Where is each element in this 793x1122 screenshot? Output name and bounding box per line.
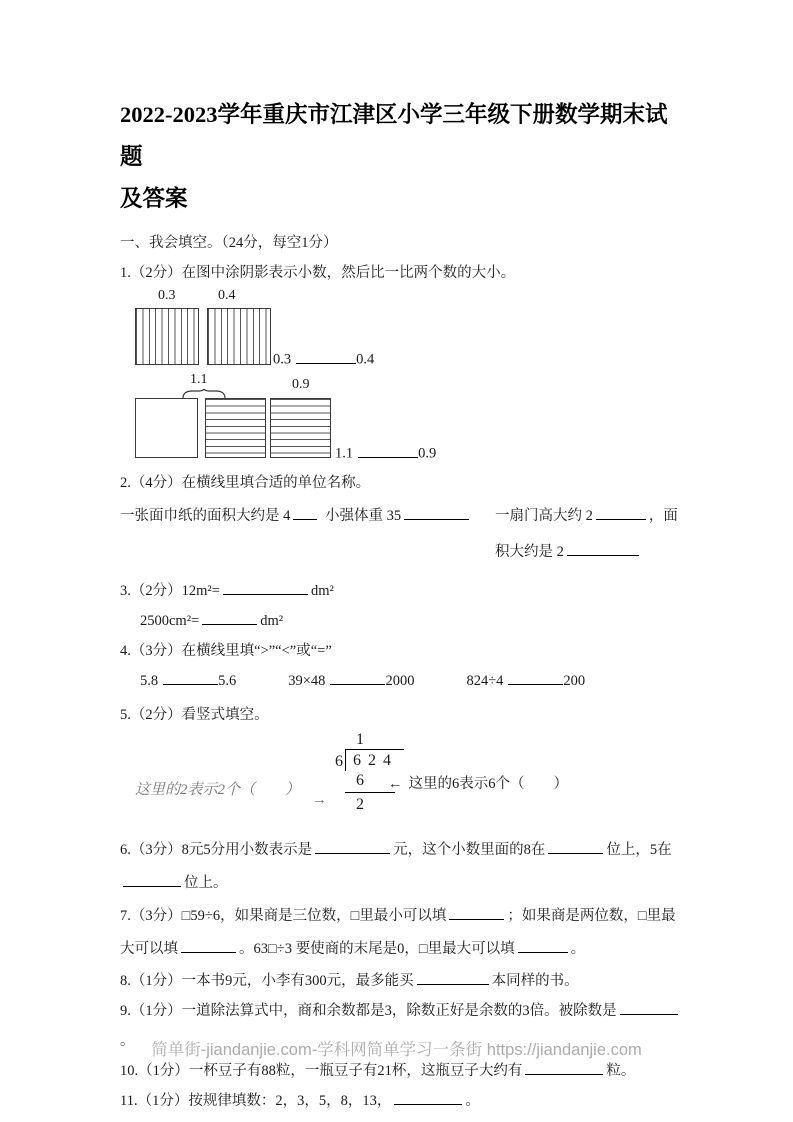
question-4-items: [140, 666, 684, 696]
question-text: 位上。: [184, 875, 228, 891]
answer-blank: [223, 580, 308, 596]
question-11: [120, 1086, 684, 1116]
answer-blank: [293, 505, 317, 521]
question-text: 。: [465, 1093, 480, 1109]
answer-blank: [417, 970, 489, 986]
long-division-figure: [120, 730, 684, 832]
item-text: 一张面巾纸的面积大约是 4: [120, 508, 291, 524]
question-text: 6.（3分）8元5分用小数表示是: [120, 842, 313, 858]
division-subtrahend: 6: [356, 772, 364, 790]
question-2-item-1: [120, 498, 325, 570]
question-1-prompt: 1.（2分）在图中涂阴影表示小数，然后比一比两个数的大小。: [120, 265, 516, 281]
decimal-grids-figure-2: [120, 372, 684, 468]
question-text: 9.（1分）一道除法算式中，商和余数都是3，除数正好是余数的3倍。被除数是: [120, 1003, 617, 1019]
tenths-grid-2: [207, 308, 271, 365]
answer-blank: [181, 938, 236, 954]
question-text: 3.（2分）12m²=: [120, 583, 220, 599]
question-10: [120, 1056, 684, 1086]
question-4-prompt: 4.（3分）在横线里填“>”“<”或“=”: [120, 643, 332, 659]
right-value: 2000: [385, 673, 415, 689]
right-value: 200: [563, 673, 586, 689]
question-text: 8.（1分）一本书9元，小李有300元，最多能买: [120, 973, 414, 989]
grid-label-right: 0.4: [218, 288, 236, 303]
compare-left-value: 0.3: [273, 351, 292, 368]
answer-blank: [449, 905, 504, 921]
answer-blank: [525, 1060, 603, 1076]
watermark-footer: 简单街-jiandanjie.com-学科网简单学习一条街 https://jiandanjie.com: [151, 1041, 642, 1059]
question-text: 2500cm²=: [140, 613, 200, 629]
answer-blank: [548, 839, 603, 855]
item-text: 小强体重 35: [325, 508, 402, 524]
left-value: 5.8: [140, 673, 159, 689]
answer-blank: [202, 610, 257, 626]
answer-blank: [518, 938, 568, 954]
comparison-1: [273, 348, 374, 369]
answer-blank: [508, 670, 563, 686]
question-6: [120, 834, 684, 900]
annotation-text: 这里的6表示6个（ ）: [408, 776, 568, 792]
grid-label-right: 0.9: [292, 377, 310, 392]
tenths-grid-1: [135, 308, 199, 365]
question-8: [120, 966, 684, 996]
title-line-2: 及答案: [120, 186, 188, 211]
answer-blank: [358, 442, 418, 458]
question-2-item-2: [325, 498, 495, 570]
answer-blank: [394, 1090, 462, 1106]
answer-blank: [596, 505, 646, 521]
title-line-1: 2022-2023学年重庆市江津区小学三年级下册数学期末试题: [120, 102, 668, 169]
question-text: 粒。: [606, 1063, 636, 1079]
left-value: 39×48: [288, 673, 326, 689]
right-value: 5.6: [218, 673, 237, 689]
unit-text: dm²: [310, 583, 334, 599]
question-text: 元，这个小数里面的8在: [393, 842, 546, 858]
item-text: 一扇门高大约 2: [495, 508, 593, 524]
compare-left-value: 1.1: [335, 445, 354, 462]
grid-label-left: 1.1: [190, 372, 208, 387]
compare-item-3: [466, 666, 585, 696]
compare-item-2: [288, 666, 414, 696]
left-value: 824÷4: [466, 673, 504, 689]
answer-blank: [315, 839, 390, 855]
annotation-right: [388, 772, 568, 793]
answer-blank: [123, 872, 181, 888]
question-2-item-3: [495, 498, 684, 570]
division-dividend: 624: [345, 749, 404, 771]
section-heading: 一、我会填空。（24分，每空1分）: [120, 235, 338, 251]
compare-item-1: [140, 666, 236, 696]
unit-text: dm²: [260, 613, 284, 629]
question-text: 。: [570, 941, 586, 957]
answer-blank: [163, 670, 218, 686]
document-content: [120, 94, 684, 1116]
page-title: [120, 94, 684, 220]
question-7: [120, 900, 684, 966]
question-text: 7.（3分）□59÷6，如果商是三位数，□里最小可以填: [120, 908, 447, 924]
question-text: 本同样的书。: [491, 973, 579, 989]
division-bring-down-digit: 2: [356, 796, 364, 814]
question-text: 11.（1分）按规律填数：2，3，5，8，13，: [120, 1093, 392, 1109]
question-5-prompt: 5.（2分）看竖式填空。: [120, 707, 269, 723]
question-text: 。: [120, 1033, 135, 1049]
division-quotient: 1: [356, 731, 364, 748]
question-text: 10.（1分）一杯豆子有88粒，一瓶豆子有21杯，这瓶豆子大约有: [120, 1063, 523, 1079]
answer-blank: [296, 348, 356, 364]
answer-blank: [330, 670, 385, 686]
answer-blank: [404, 505, 469, 521]
question-3-line-2: [140, 606, 684, 636]
grid-label-left: 0.3: [158, 288, 176, 303]
question-3-line-1: [120, 576, 684, 606]
tenths-grid-4: [270, 398, 331, 458]
question-text: 。63□÷3 要使商的末尾是0，□里最大可以填: [239, 941, 515, 957]
brace-icon: [182, 389, 226, 398]
question-2-prompt: 2.（4分）在横线里填合适的单位名称。: [120, 475, 371, 491]
tenths-grid-3: [205, 398, 266, 458]
answer-blank: [620, 1000, 678, 1016]
whole-unit-square: [135, 398, 198, 458]
item-text: ，面积大约是 2: [495, 508, 678, 560]
question-text: 位上，5在: [606, 842, 672, 858]
arrow-left-icon: ←: [388, 776, 403, 792]
division-divisor: 6: [335, 753, 343, 770]
comparison-2: [335, 442, 436, 463]
question-2-items: [120, 498, 684, 570]
compare-right-value: 0.9: [418, 445, 437, 462]
division-main-row: [335, 749, 404, 771]
question-text: ；如果商是两位数，□里最大可以填: [120, 908, 676, 957]
annotation-left: 这里的2表示2个（ ）: [135, 782, 301, 798]
compare-right-value: 0.4: [356, 351, 375, 368]
arrow-right-icon: →: [312, 792, 327, 808]
answer-blank: [567, 541, 639, 557]
decimal-grids-figure-1: [120, 288, 684, 372]
